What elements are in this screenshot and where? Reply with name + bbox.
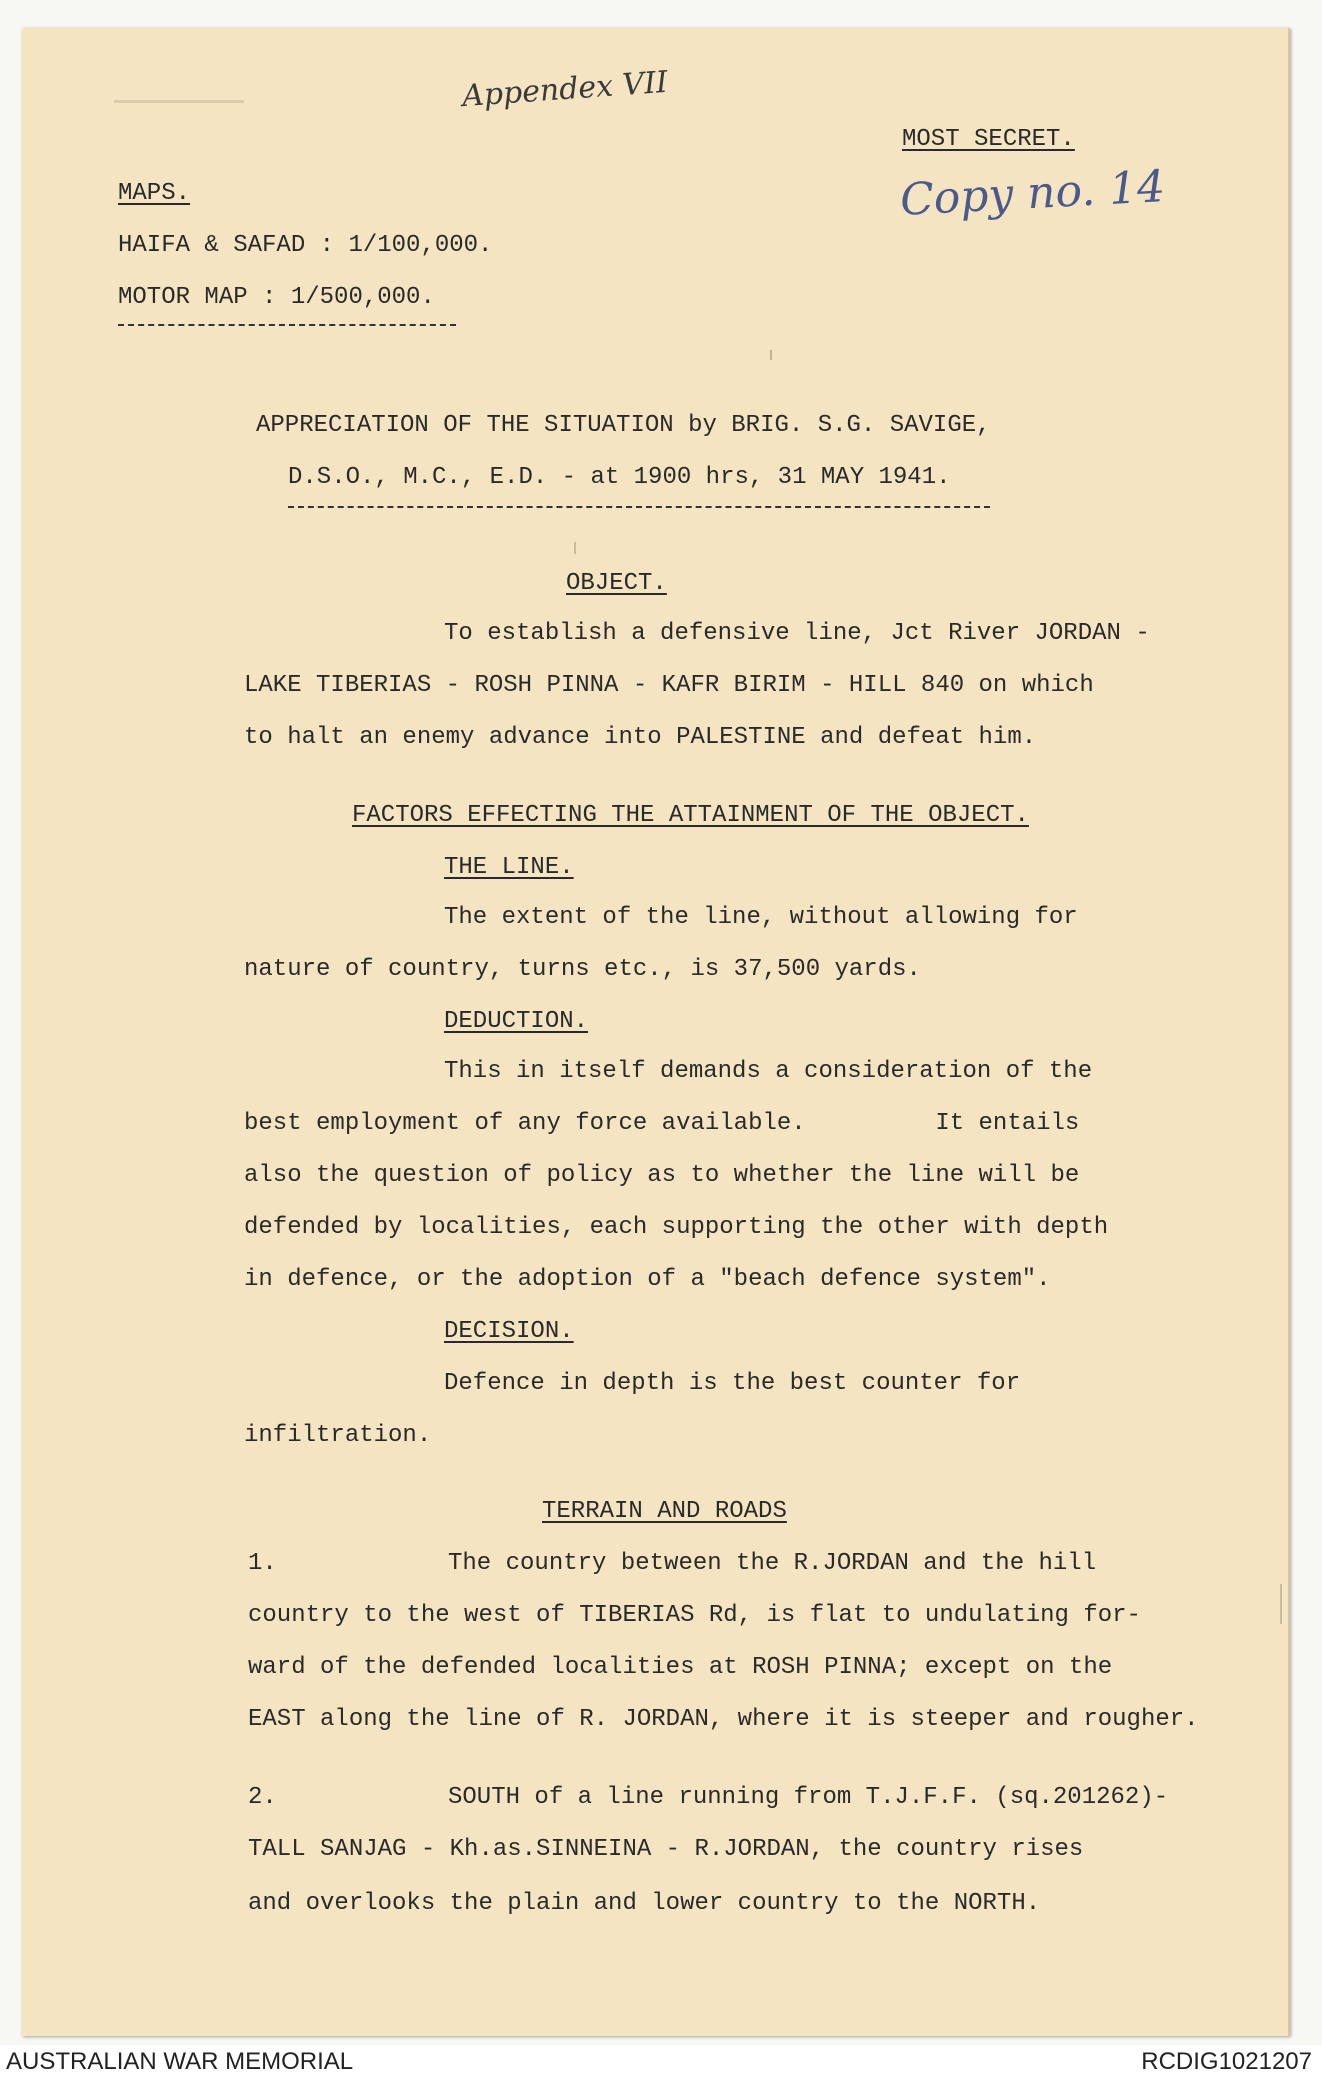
scan-mark xyxy=(114,100,244,103)
document-page xyxy=(22,28,1290,2036)
the-line-text: nature of country, turns etc., is 37,500 yards. xyxy=(244,956,921,983)
classification-label: MOST SECRET. xyxy=(902,126,1075,153)
terrain-para1-text: The country between the R.JORDAN and the hill xyxy=(448,1550,1097,1577)
deduction-text: This in itself demands a consideration of the xyxy=(444,1058,1093,1085)
document-title-line1: APPRECIATION OF THE SITUATION by BRIG. S.G. SAVIGE, xyxy=(256,412,991,439)
terrain-para2-text: and overlooks the plain and lower country to the NORTH. xyxy=(248,1890,1041,1917)
scan-mark xyxy=(770,350,772,360)
terrain-para1-text: country to the west of TIBERIAS Rd, is flat to undulating for- xyxy=(248,1602,1141,1629)
object-text-line: LAKE TIBERIAS - ROSH PINNA - KAFR BIRIM - HILL 840 on which xyxy=(244,672,1094,699)
deduction-text: also the question of policy as to whether the line will be xyxy=(244,1162,1080,1189)
the-line-heading: THE LINE. xyxy=(444,854,574,881)
object-heading: OBJECT. xyxy=(566,570,667,597)
paragraph-number: 2. xyxy=(248,1784,277,1811)
title-divider xyxy=(288,506,990,508)
footer-id: RCDIG1021207 xyxy=(1141,2048,1312,2075)
the-line-text: The extent of the line, without allowing for xyxy=(444,904,1078,931)
paragraph-number: 1. xyxy=(248,1550,277,1577)
scan-mark xyxy=(1280,1584,1282,1624)
map-reference: MOTOR MAP : 1/500,000. xyxy=(118,284,435,311)
object-text-line: To establish a defensive line, Jct River JORDAN - xyxy=(444,620,1150,647)
object-text-line: to halt an enemy advance into PALESTINE and defeat him. xyxy=(244,724,1037,751)
terrain-para1-text: EAST along the line of R. JORDAN, where it is steeper and rougher. xyxy=(248,1706,1199,1733)
decision-text: infiltration. xyxy=(244,1422,432,1449)
deduction-text: defended by localities, each supporting the other with depth xyxy=(244,1214,1109,1241)
maps-heading: MAPS. xyxy=(118,180,191,207)
scan-mark xyxy=(574,542,576,554)
terrain-heading: TERRAIN AND ROADS xyxy=(542,1498,787,1525)
footer-source: AUSTRALIAN WAR MEMORIAL xyxy=(6,2048,354,2075)
appendix-annotation: Appendex VII xyxy=(461,64,669,115)
deduction-text: in defence, or the adoption of a "beach defence system". xyxy=(244,1266,1051,1293)
terrain-para2-text: TALL SANJAG - Kh.as.SINNEINA - R.JORDAN, the country rises xyxy=(248,1836,1084,1863)
document-title-line2: D.S.O., M.C., E.D. - at 1900 hrs, 31 MAY 1941. xyxy=(288,464,951,491)
map-reference: HAIFA & SAFAD : 1/100,000. xyxy=(118,232,493,259)
decision-text: Defence in depth is the best counter for xyxy=(444,1370,1021,1397)
deduction-heading: DEDUCTION. xyxy=(444,1008,589,1035)
terrain-para1-text: ward of the defended localities at ROSH PINNA; except on the xyxy=(248,1654,1113,1681)
decision-heading: DECISION. xyxy=(444,1318,574,1345)
factors-heading: FACTORS EFFECTING THE ATTAINMENT OF THE OBJECT. xyxy=(352,802,1029,829)
deduction-text: best employment of any force available. It entails xyxy=(244,1110,1080,1137)
copy-number-annotation: Copy no. 14 xyxy=(898,161,1167,226)
maps-divider xyxy=(118,324,456,326)
terrain-para2-text: SOUTH of a line running from T.J.F.F. (sq.201262)- xyxy=(448,1784,1169,1811)
